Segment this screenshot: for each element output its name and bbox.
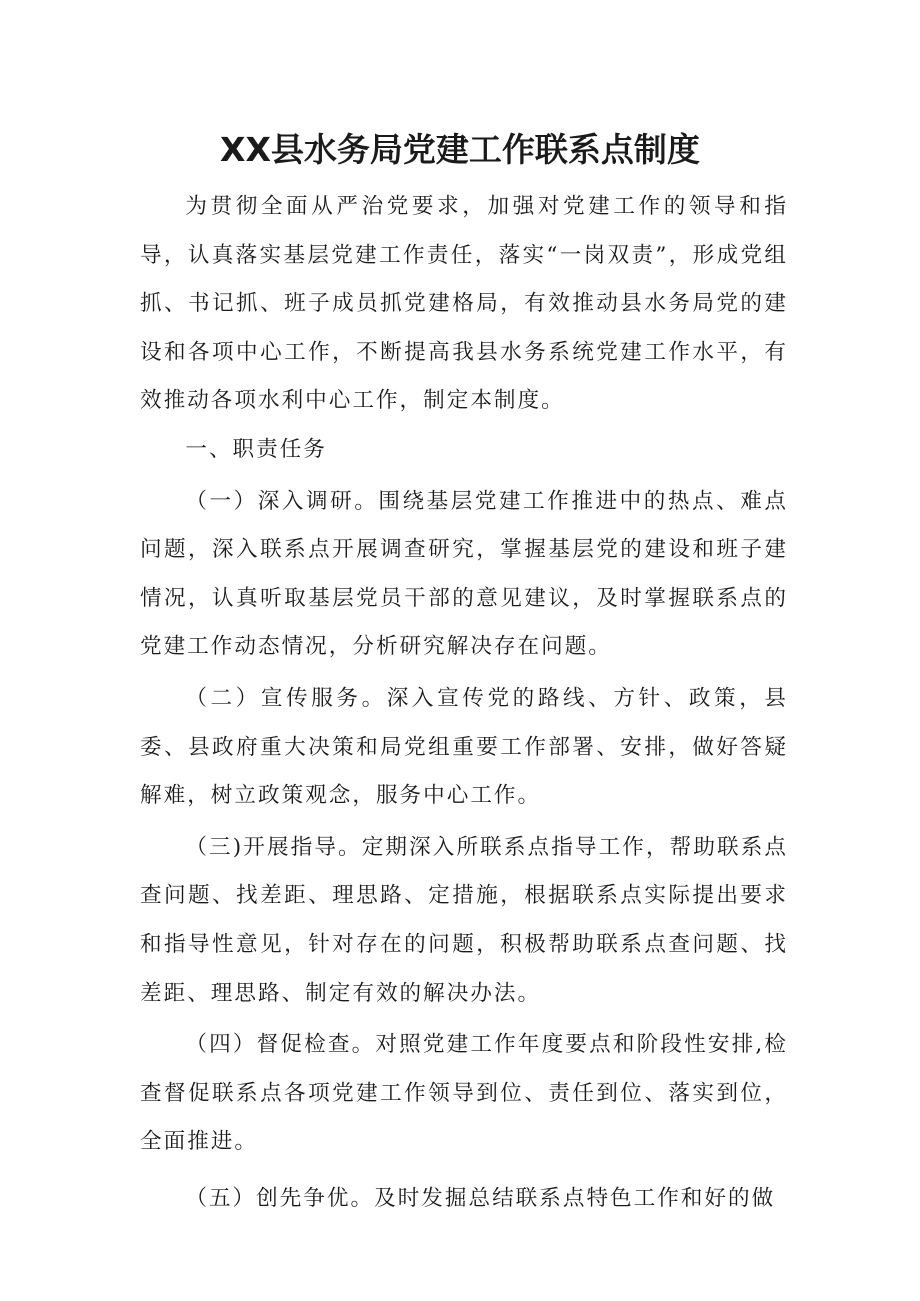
document-title: XX县水务局党建工作联系点制度 [220, 130, 700, 169]
duty-item-research: （一）深入调研。围绕基层党建工作推进中的热点、难点问题，深入联系点开展调查研究，掌握基层党的建设和班子建情况，认真听取基层党员干部的意见建议，及时掌握联系点的党建工作动态情况，分析研究解决存在问题。 [140, 488, 788, 660]
duty-item-supervision: （四）督促检查。对照党建工作年度要点和阶段性安排,检查督促联系点各项党建工作领导到位、责任到位、落实到位，全面推进。 [140, 1032, 788, 1155]
duty-item-publicity: （二）宣传服务。深入宣传党的路线、方针、政策，县委、县政府重大决策和局党组重要工作部署、安排，做好答疑解难，树立政策观念，服务中心工作。 [140, 685, 788, 809]
duty-item-guidance: （三)开展指导。定期深入所联系点指导工作，帮助联系点查问题、找差距、理思路、定措施，根据联系点实际提出要求和指导性意见，针对存在的问题，积极帮助联系点查问题、找差距、理思路、制定有效的解决办法。 [140, 834, 788, 1006]
document-body [140, 183, 788, 1223]
duty-item-excellence: （五）创先争优。及时发掘总结联系点特色工作和好的做 [185, 1185, 776, 1211]
section-heading-duties: 一、职责任务 [185, 436, 327, 462]
intro-paragraph: 为贯彻全面从严治党要求，加强对党建工作的领导和指导，认真落实基层党建工作责任，落实“一岗双责”，形成党组抓、书记抓、班子成员抓党建格局，有效推动县水务局党的建设和各项中心工作，不断提高我县水务系统党建工作水平，有效推动各项水利中心工作，制定本制度。 [140, 194, 788, 414]
